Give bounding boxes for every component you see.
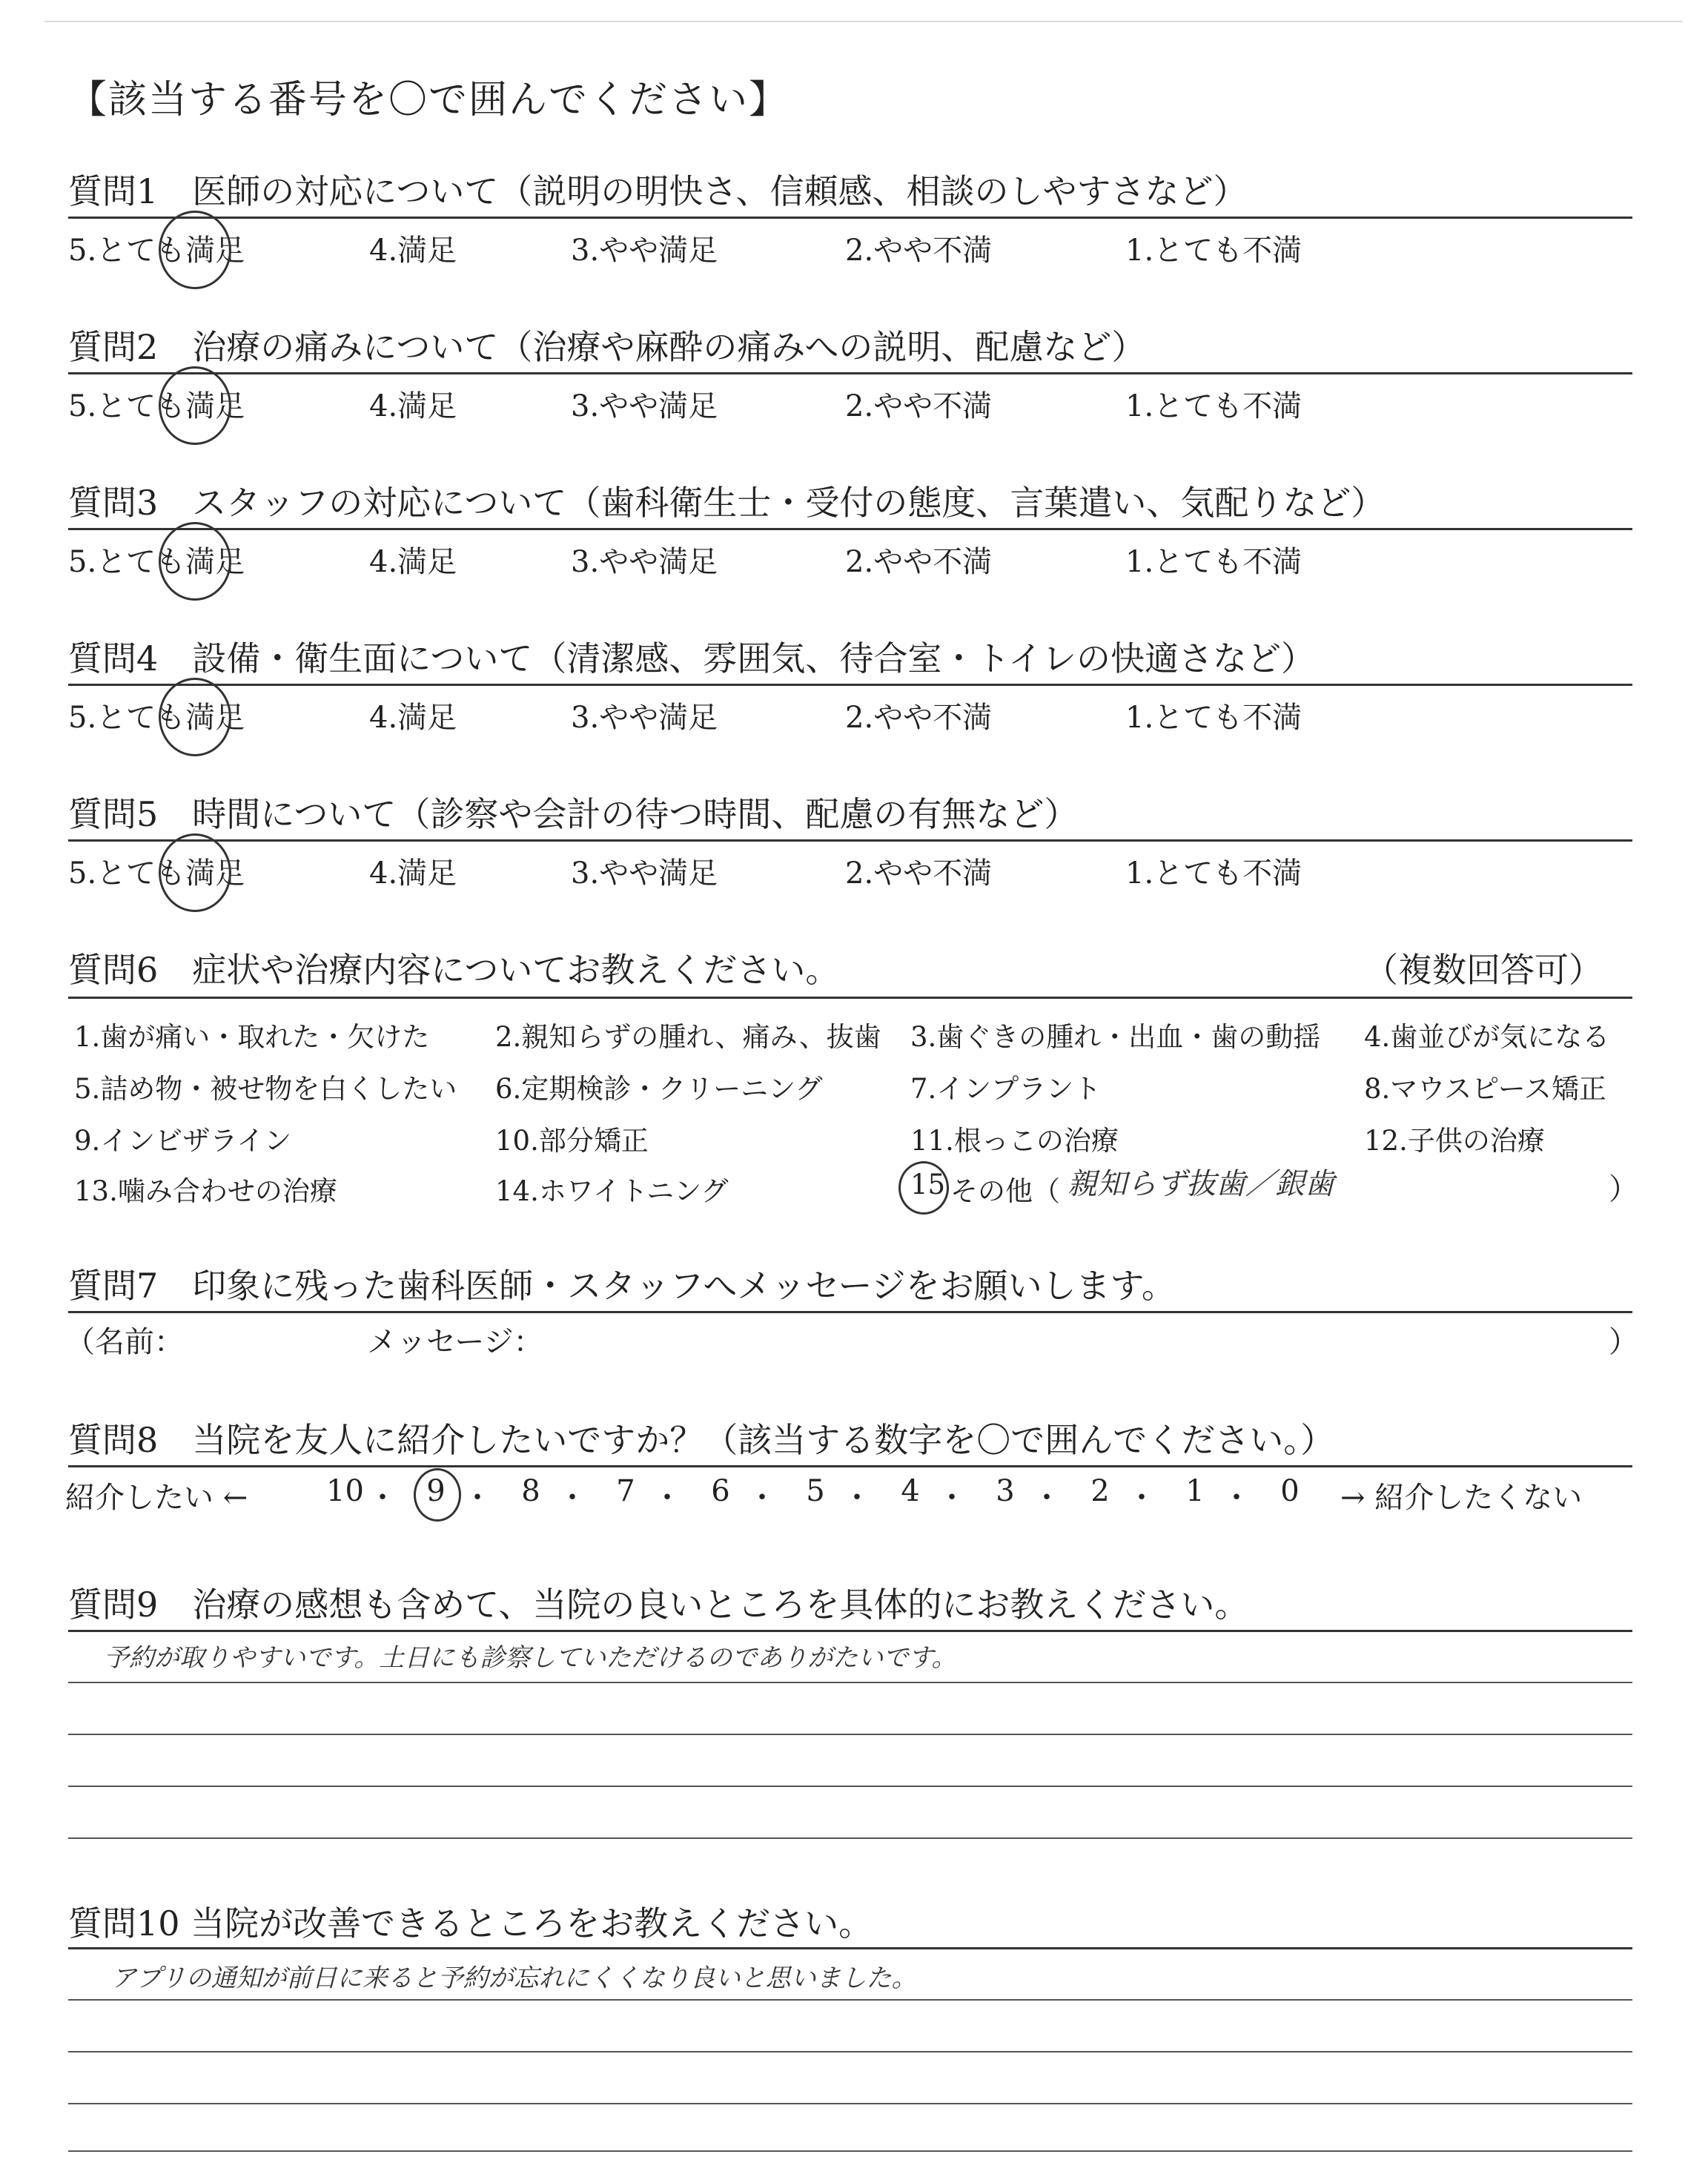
q2-rule <box>68 372 1632 374</box>
q1-option-1: 1.とても不満 <box>1125 234 1302 268</box>
q6-option-14: 14.ホワイトニング <box>495 1175 729 1207</box>
q6-note: （複数回答可） <box>1364 950 1603 990</box>
q7-title: 質問7 印象に残った歯科医師・スタッフへメッセージをお願いします。 <box>68 1266 1176 1306</box>
q8-scale-4: 4 <box>901 1474 920 1508</box>
q8-separator: ・ <box>1127 1481 1156 1515</box>
q5-answer-circle <box>159 833 231 912</box>
q6-rule <box>68 997 1632 999</box>
q4-option-3: 3.やや満足 <box>571 701 718 735</box>
q8-separator: ・ <box>652 1481 682 1515</box>
q8-title: 質問8 当院を友人に紹介したいですか？（該当する数字を〇で囲んでください。） <box>68 1420 1335 1460</box>
scan-edge <box>44 21 1683 22</box>
q5-option-4: 4.満足 <box>369 856 457 891</box>
q7-message-label: メッセージ： <box>367 1325 543 1359</box>
q6-option-2: 2.親知らずの腫れ、痛み、抜歯 <box>495 1021 881 1053</box>
q8-scale-0: 0 <box>1280 1474 1300 1508</box>
q5-rule <box>68 839 1632 842</box>
q4-option-5: 5.とても満足 <box>68 701 245 735</box>
q2-title: 質問2 治療の痛みについて（治療や麻酔の痛みへの説明、配慮など） <box>68 327 1146 367</box>
q2-option-1: 1.とても不満 <box>1125 389 1302 423</box>
q4-option-4: 4.満足 <box>369 701 457 735</box>
q4-title: 質問4 設備・衛生面について（清潔感、雰囲気、待合室・トイレの快適さなど） <box>68 638 1316 678</box>
q8-right-label: → 紹介したくない <box>1340 1481 1583 1515</box>
q7-name-label: （名前： <box>65 1325 184 1359</box>
q6-option-6: 6.定期検診・クリーニング <box>495 1073 823 1105</box>
q5-option-2: 2.やや不満 <box>845 856 993 891</box>
q1-title: 質問1 医師の対応について（説明の明快さ、信頼感、相談のしやすさなど） <box>68 171 1248 211</box>
q9-handwritten-answer: 予約が取りやすいです。土日にも診察していただけるのでありがたいです。 <box>104 1643 957 1673</box>
q8-scale-2: 2 <box>1090 1474 1110 1508</box>
q3-option-3: 3.やや満足 <box>571 545 718 579</box>
q8-scale-6: 6 <box>711 1474 730 1508</box>
q6-option-10: 10.部分矯正 <box>495 1125 649 1157</box>
q1-option-5: 5.とても満足 <box>68 234 245 268</box>
q3-option-5: 5.とても満足 <box>68 545 245 579</box>
q10-rule <box>68 1947 1632 1949</box>
q1-option-4: 4.満足 <box>369 234 457 268</box>
q4-option-2: 2.やや不満 <box>845 701 993 735</box>
q4-answer-circle <box>159 678 231 756</box>
q9-rule <box>68 1630 1632 1632</box>
q8-scale-8: 8 <box>521 1474 540 1508</box>
q1-answer-circle <box>159 211 231 289</box>
q10-line-2 <box>68 2051 1632 2052</box>
q10-handwritten-answer: アプリの通知が前日に来ると予約が忘れにくくなり良いと思いました。 <box>111 1964 917 1993</box>
q8-separator: ・ <box>747 1481 777 1515</box>
q8-left-label: 紹介したい ← <box>65 1481 248 1515</box>
q6-close-paren: ） <box>1609 1172 1638 1206</box>
q6-option-15: 15 <box>910 1169 946 1200</box>
q4-option-1: 1.とても不満 <box>1125 701 1302 735</box>
q8-scale-7: 7 <box>616 1474 635 1508</box>
q9-line-1 <box>68 1682 1632 1683</box>
q8-scale-5: 5 <box>806 1474 825 1508</box>
q6-option-5: 5.詰め物・被せ物を白くしたい <box>74 1073 457 1105</box>
q2-option-2: 2.やや不満 <box>845 389 993 423</box>
q6-option-other: その他（ <box>950 1175 1060 1207</box>
q8-separator: ・ <box>1032 1481 1062 1515</box>
q6-option-11: 11.根っこの治療 <box>910 1125 1119 1157</box>
q6-option-8: 8.マウスピース矯正 <box>1364 1073 1606 1105</box>
q8-rule <box>68 1465 1632 1467</box>
q10-title: 質問10 当院が改善できるところをお教えください。 <box>68 1903 873 1943</box>
q6-option-3: 3.歯ぐきの腫れ・出血・歯の動揺 <box>910 1021 1321 1053</box>
q8-separator: ・ <box>937 1481 967 1515</box>
q9-line-4 <box>68 1837 1632 1839</box>
q10-line-3 <box>68 2103 1632 2104</box>
q8-scale-1: 1 <box>1185 1474 1205 1508</box>
q8-separator: ・ <box>842 1481 872 1515</box>
q6-answer-circle <box>898 1161 949 1215</box>
q3-answer-circle <box>159 522 231 601</box>
q9-title: 質問9 治療の感想も含めて、当院の良いところを具体的にお教えください。 <box>68 1585 1249 1625</box>
q6-option-13: 13.噛み合わせの治療 <box>74 1175 337 1207</box>
q10-line-4 <box>68 2150 1632 2152</box>
q10-line-1 <box>68 1999 1632 2001</box>
q3-option-4: 4.満足 <box>369 545 457 579</box>
q5-option-5: 5.とても満足 <box>68 856 245 891</box>
q3-title: 質問3 スタッフの対応について（歯科衛生士・受付の態度、言葉遣い、気配りなど） <box>68 483 1386 523</box>
q2-option-4: 4.満足 <box>369 389 457 423</box>
q1-option-3: 3.やや満足 <box>571 234 718 268</box>
q3-option-2: 2.やや不満 <box>845 545 993 579</box>
q6-other-handwriting: 親知らず抜歯／銀歯 <box>1068 1167 1334 1201</box>
q6-option-4: 4.歯並びが気になる <box>1364 1021 1610 1053</box>
q8-scale-9: 9 <box>426 1474 446 1508</box>
q5-title: 質問5 時間について（診察や会計の待つ時間、配慮の有無など） <box>68 794 1079 834</box>
q6-option-1: 1.歯が痛い・取れた・欠けた <box>74 1021 430 1053</box>
q2-answer-circle <box>159 366 231 445</box>
q8-separator: ・ <box>463 1481 492 1515</box>
q8-scale-10: 10 <box>326 1474 364 1508</box>
q9-line-3 <box>68 1786 1632 1787</box>
q5-option-1: 1.とても不満 <box>1125 856 1302 891</box>
q8-answer-circle <box>414 1468 461 1522</box>
q2-option-5: 5.とても満足 <box>68 389 245 423</box>
q7-close-paren: ） <box>1609 1325 1638 1359</box>
q8-scale-3: 3 <box>996 1474 1015 1508</box>
q6-option-9: 9.インビザライン <box>74 1125 292 1157</box>
q1-rule <box>68 217 1632 219</box>
q7-rule <box>68 1311 1632 1313</box>
page-heading: 【該当する番号を〇で囲んでください】 <box>68 78 790 122</box>
q1-option-2: 2.やや不満 <box>845 234 993 268</box>
q6-option-12: 12.子供の治療 <box>1364 1125 1545 1157</box>
q8-separator: ・ <box>368 1481 397 1515</box>
q6-title: 質問6 症状や治療内容についてお教えください。 <box>68 950 840 990</box>
q8-separator: ・ <box>1222 1481 1251 1515</box>
q5-option-3: 3.やや満足 <box>571 856 718 891</box>
q3-rule <box>68 528 1632 530</box>
q8-separator: ・ <box>557 1481 587 1515</box>
q6-option-7: 7.インプラント <box>910 1073 1102 1105</box>
q2-option-3: 3.やや満足 <box>571 389 718 423</box>
q3-option-1: 1.とても不満 <box>1125 545 1302 579</box>
q4-rule <box>68 684 1632 686</box>
q9-line-2 <box>68 1734 1632 1735</box>
